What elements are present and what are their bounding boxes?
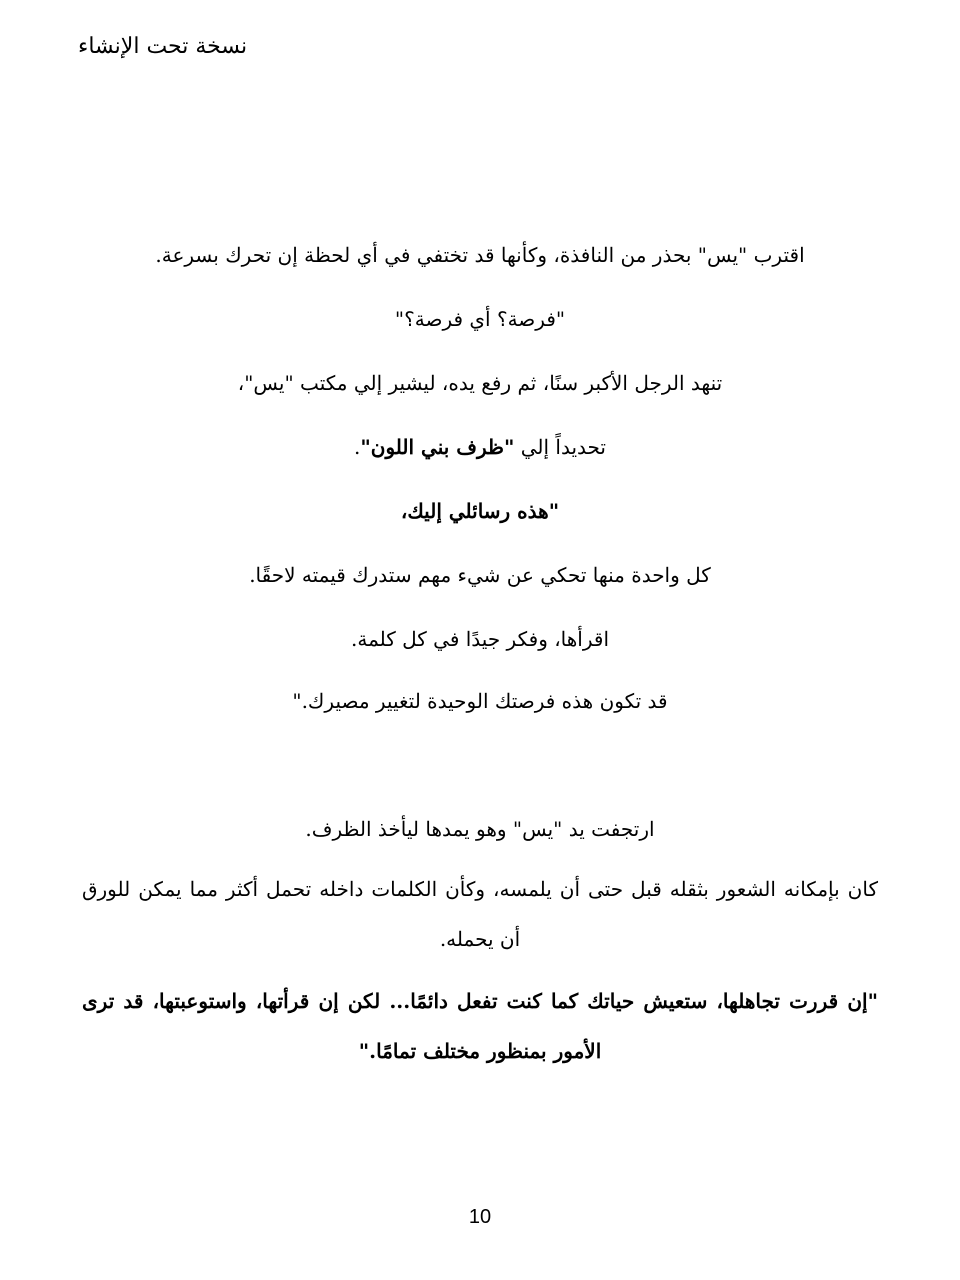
paragraph-11: "إن قررت تجاهلها، ستعيش حياتك كما كنت تفعل دائمًا... لكن إن قرأتها، واستوعبتها، قد ترى الأمور بمنظور مختلف تمامًا." (82, 989, 878, 1063)
paragraph-1: اقترب "يس" بحذر من النافذة، وكأنها قد تختفي في أي لحظة إن تحرك بسرعة. (155, 243, 805, 267)
paragraph-5: "هذه رسائلي إليك، (400, 499, 560, 523)
paragraph-7: اقرأها، وفكر جيدًا في كل كلمة. (350, 627, 610, 651)
paragraph-4 (80, 435, 880, 459)
paragraph-9: ارتجفت يد "يس" وهو يمدها ليأخذ الظرف. (305, 817, 655, 841)
paragraph-2: "فرصة؟ أي فرصة؟" (394, 307, 566, 331)
page-number: 10 (468, 1206, 492, 1228)
paragraph-6: كل واحدة منها تحكي عن شيء مهم ستدرك قيمته لاحقًا. (249, 563, 711, 587)
paragraph-4-period: . (353, 435, 361, 459)
paragraph-4-emphasis: "ظرف بني اللون" (360, 435, 515, 459)
document-header-title: نسخة تحت الإنشاء (78, 34, 248, 59)
paragraph-10: كان بإمكانه الشعور بثقله قبل حتى أن يلمسه، وكأن الكلمات داخله تحمل أكثر مما يمكن للورق أن يحمله. (82, 877, 878, 951)
paragraph-3: تنهد الرجل الأكبر سنًا، ثم رفع يده، ليشير إلي مكتب "يس"، (237, 371, 723, 395)
paragraph-4-lead: تحديداً إلي (520, 435, 606, 459)
paragraph-8: قد تكون هذه فرصتك الوحيدة لتغيير مصيرك." (292, 689, 668, 713)
